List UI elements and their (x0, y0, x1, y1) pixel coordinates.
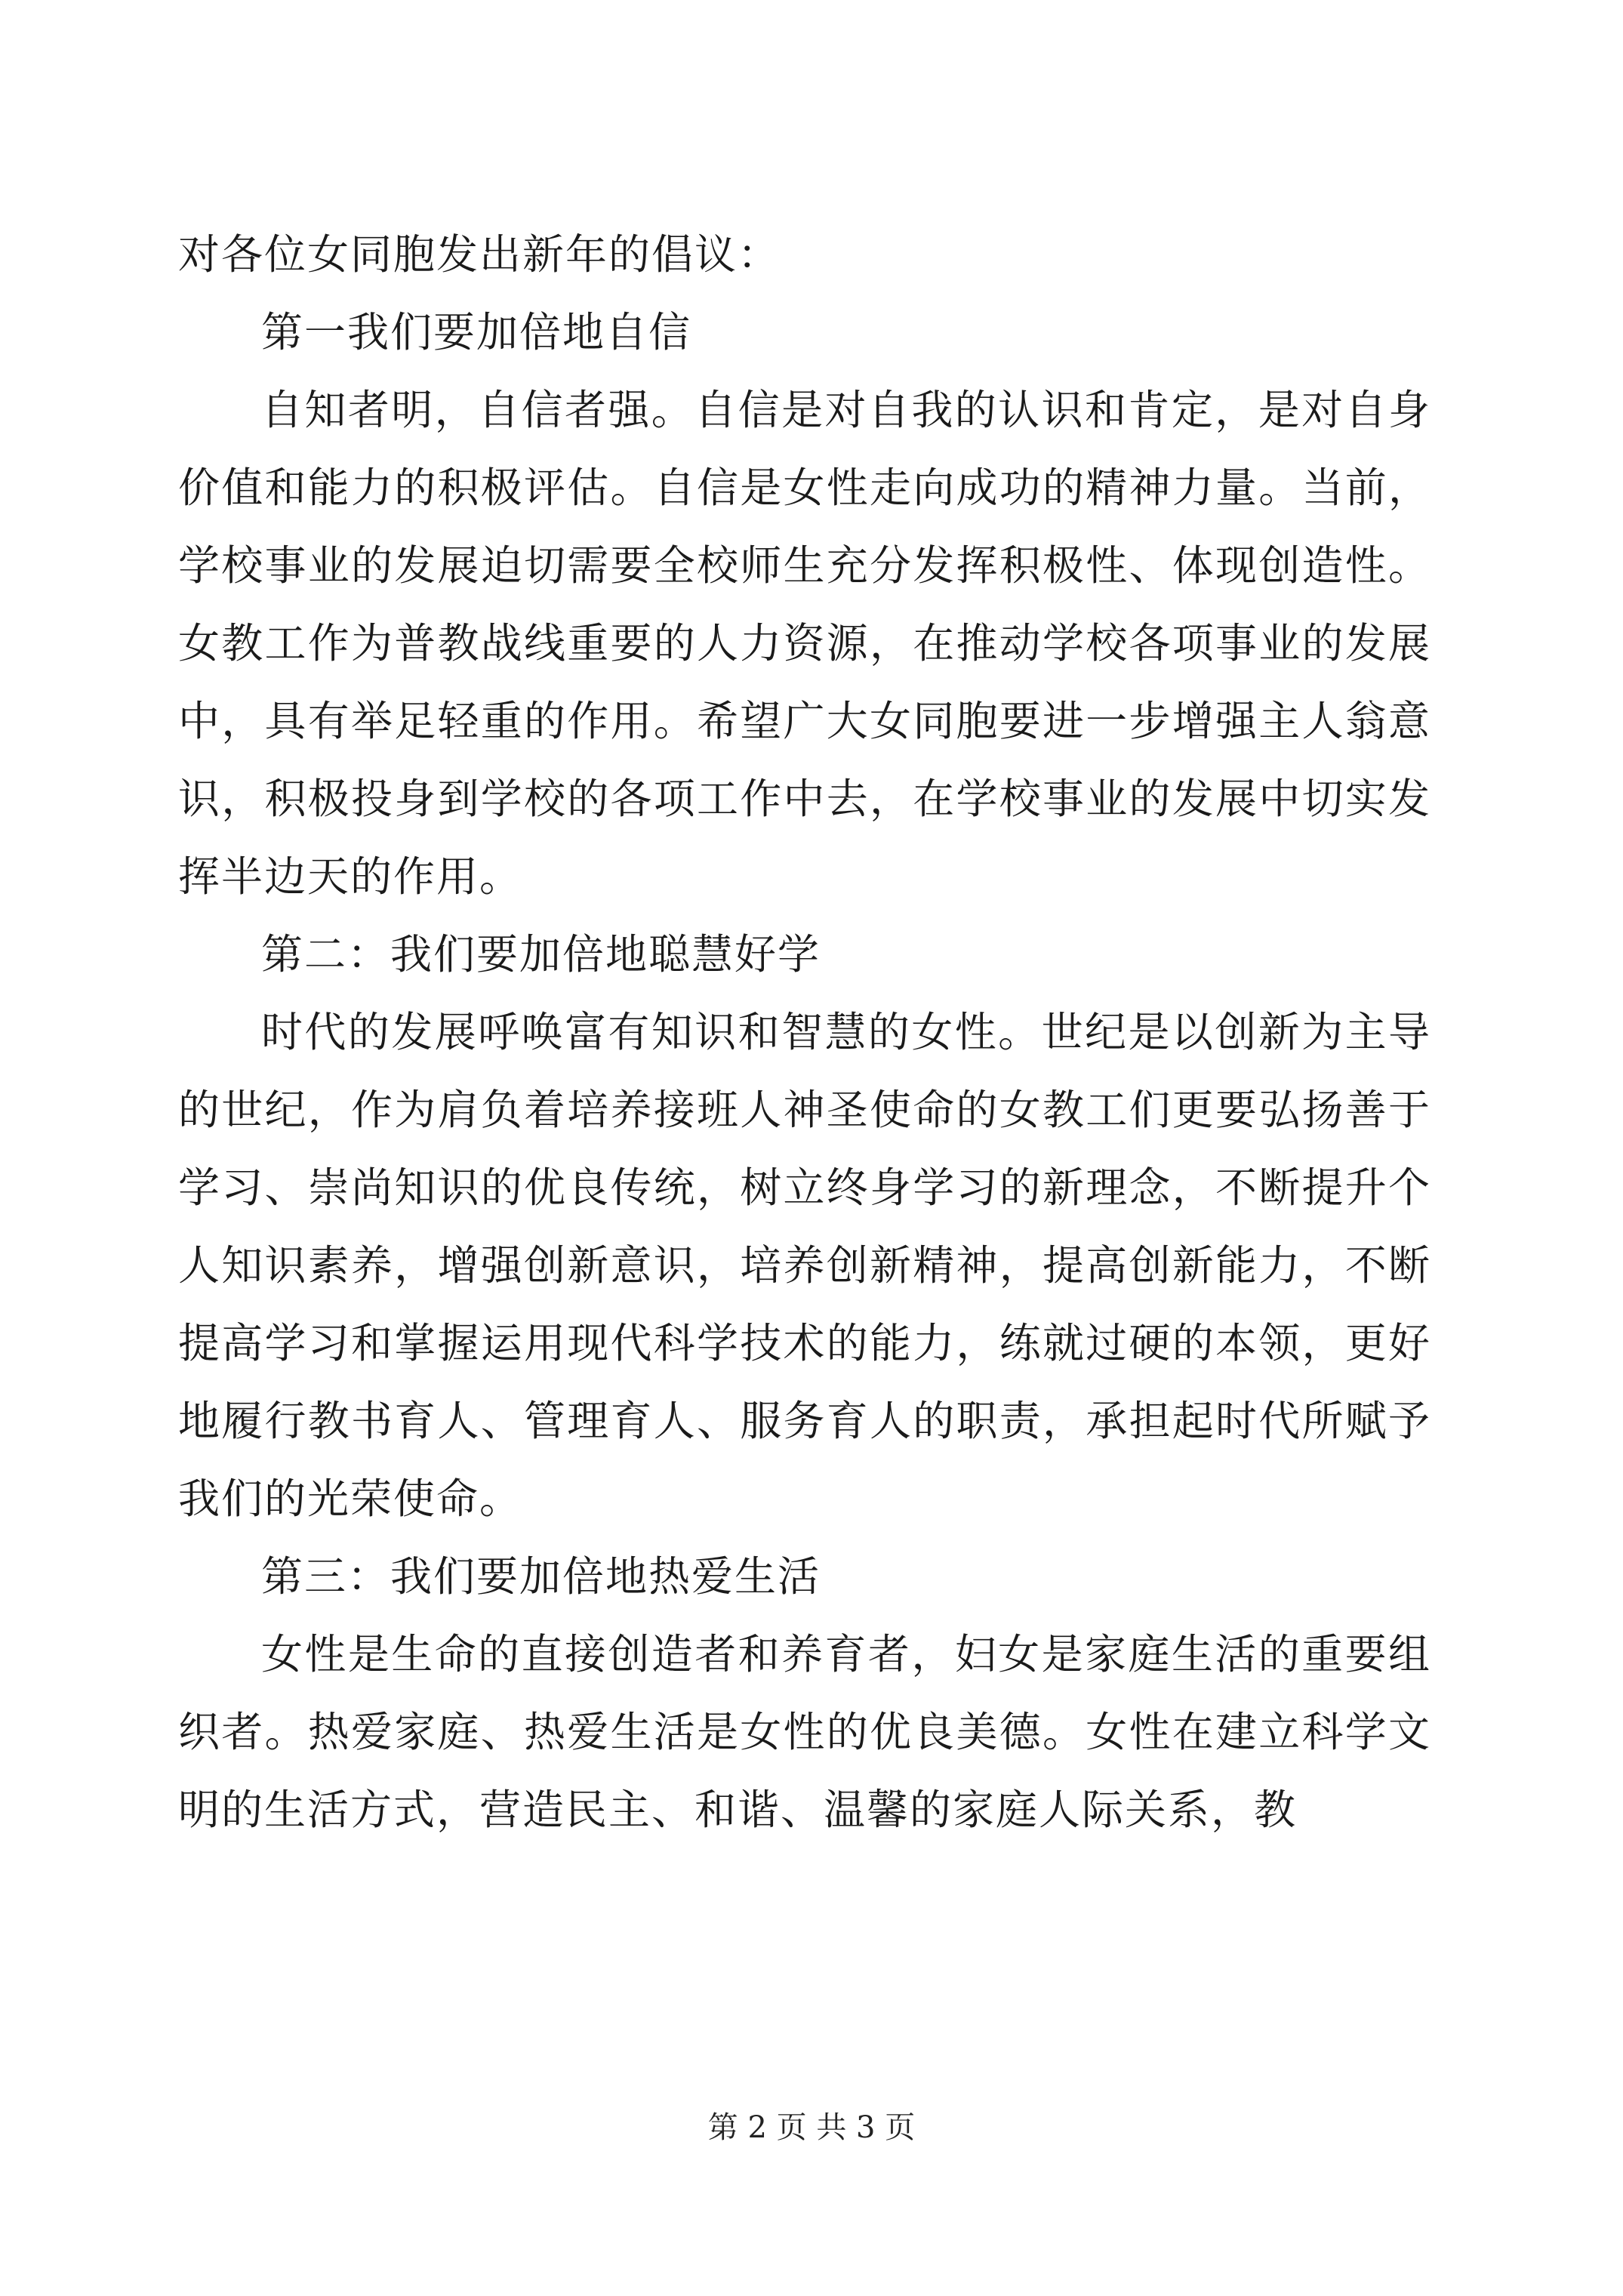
section-body-3: 女性是生命的直接创造者和养育者，妇女是家庭生活的重要组织者。热爱家庭、热爱生活是女性的优良美德。女性在建立科学文明的生活方式，营造民主、和谐、温馨的家庭人际关系，教 (178, 1630, 1431, 1834)
document-body (178, 216, 1431, 1849)
section-body-2: 时代的发展呼唤富有知识和智慧的女性。世纪是以创新为主导的世纪，作为肩负着培养接班人神圣使命的女教工们更要弘扬善于学习、崇尚知识的优良传统，树立终身学习的新理念，不断提升个人知识素养，增强创新意识，培养创新精神，提高创新能力，不断提高学习和掌握运用现代科学技术的能力，练就过硬的本领，更好地履行教书育人、管理育人、服务育人的职责，承担起时代所赋予我们的光荣使命。 (178, 1008, 1431, 1523)
page-number-footer: 第 2 页 共 3 页 (707, 2110, 916, 2145)
section-body-1: 自知者明，自信者强。自信是对自我的认识和肯定，是对自身价值和能力的积极评估。自信是女性走向成功的精神力量。当前，学校事业的发展迫切需要全校师生充分发挥积极性、体现创造性。女教工作为普教战线重要的人力资源，在推动学校各项事业的发展中，具有举足轻重的作用。希望广大女同胞要进一步增强主人翁意识，积极投身到学校的各项工作中去，在学校事业的发展中切实发挥半边天的作用。 (178, 386, 1431, 901)
section-heading-3: 第三：我们要加倍地热爱生活 (261, 1552, 821, 1601)
section-heading-1: 第一我们要加倍地自信 (261, 308, 692, 356)
intro-line: 对各位女同胞发出新年的倡议： (178, 230, 781, 279)
section-heading-2: 第二：我们要加倍地聪慧好学 (261, 930, 821, 978)
